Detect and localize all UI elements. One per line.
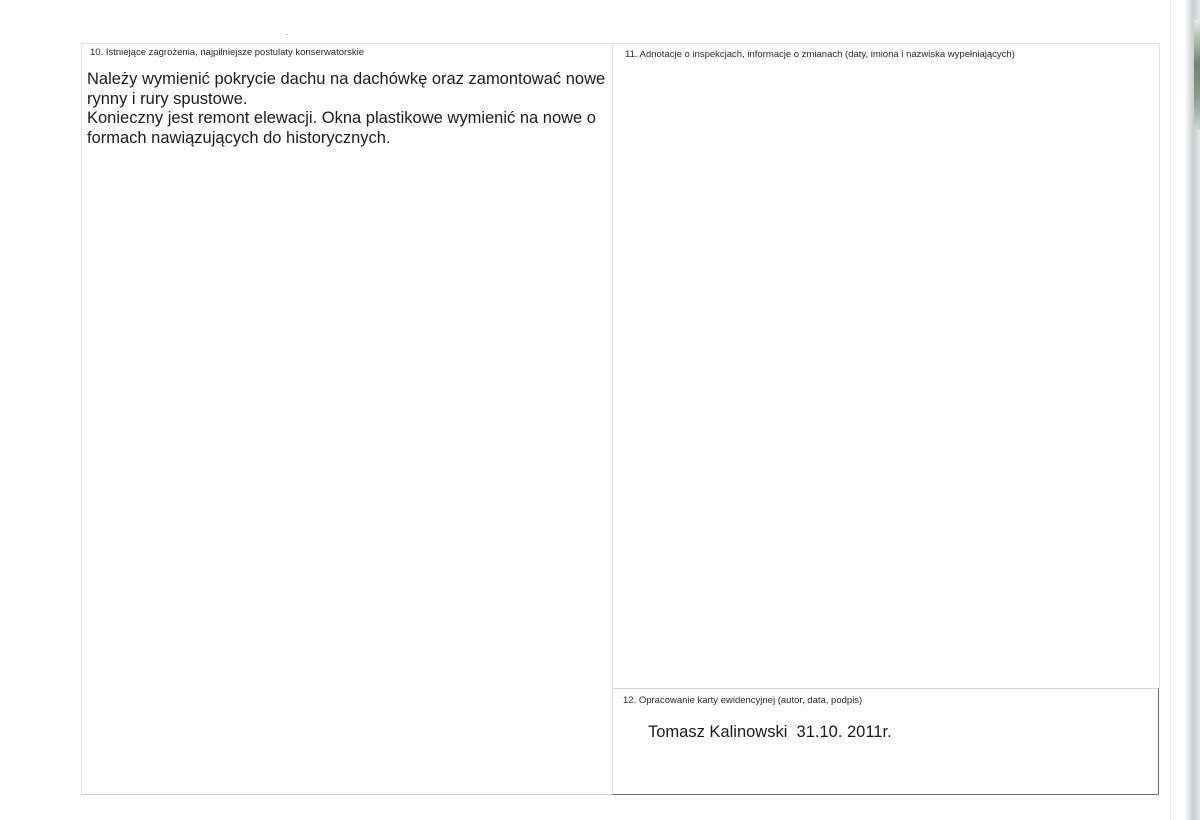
scanner-edge-tint [1194,20,1200,130]
scan-speck [285,34,288,35]
threats-paragraph-2: Konieczny jest remont elewacji. Okna plastikowe wymienić na nowe o formach nawiązujących do historycznych. [87,109,596,147]
author-and-date: Tomasz Kalinowski 31.10. 2011r. [648,723,892,741]
section-10-threats [81,43,613,795]
section-10-label: 10. Istniejące zagrożenia, najpilniejsze postulaty konserwatorskie [90,47,365,58]
scan-edge-line [1170,0,1171,820]
section-11-inspections [612,43,1160,689]
section-12-label: 12. Opracowanie karty ewidencyjnej (autor, data, podpis) [623,695,863,706]
section-12-authorship [612,688,1159,795]
threats-paragraph-1: Należy wymienić pokrycie dachu na dachówkę oraz zamontować nowe rynny i rury spustowe. [87,70,606,108]
section-11-label: 11. Adnotacje o inspekcjach, informacje o zmianach (daty, imiona i nazwiska wypełniających) [625,49,1015,60]
section-10-content [87,70,617,148]
